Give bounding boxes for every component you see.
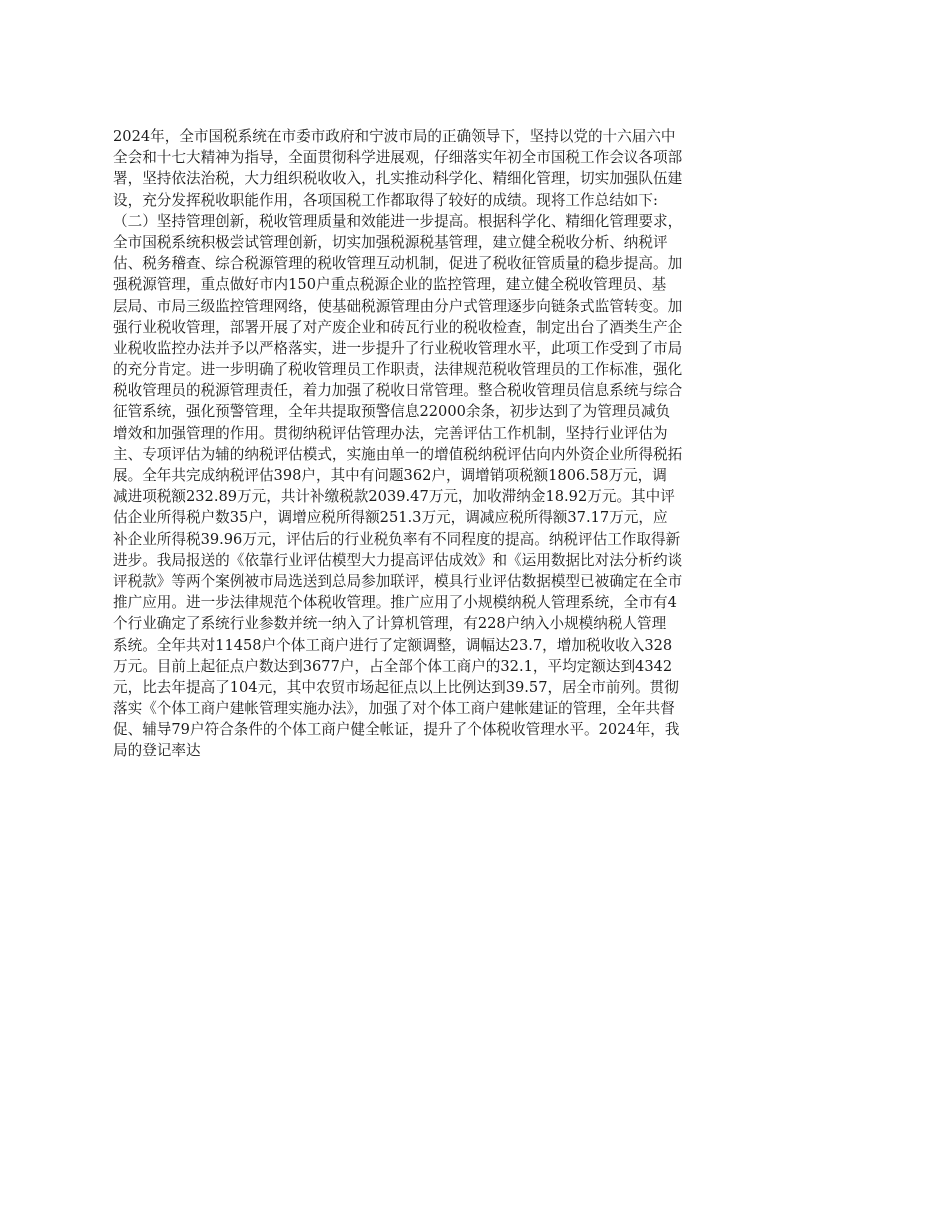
text-line: 评税款》等两个案例被市局选送到总局参加联评，模具行业评估数据模型已被确定在全市 <box>113 572 683 590</box>
text-line: 2024年，全市国税系统在市委市政府和宁波市局的正确领导下，坚持以党的十六届六中 <box>113 128 676 145</box>
text-line: 全市国税系统积极尝试管理创新，切实加强税源税基管理，建立健全税收分析、纳税评 <box>113 233 668 251</box>
text-line: 元，比去年提高了104元，其中农贸市场起征点以上比例达到39.57，居全市前列。贯彻 <box>113 678 679 696</box>
text-line: 增效和加强管理的作用。贯彻纳税评估管理办法，完善评估工作机制，坚持行业评估为 <box>113 424 668 442</box>
document-body <box>113 126 841 762</box>
text-line: 估、税务稽查、综合税源管理的税收管理互动机制，促进了税收征管质量的稳步提高。加 <box>113 255 683 273</box>
text-line: 设，充分发挥税收职能作用，各项国税工作都取得了较好的成绩。现将工作总结如下: <box>113 191 658 209</box>
text-line: 减进项税额232.89万元，共计补缴税款2039.47万元，加收滞纳金18.92万元。其中评 <box>113 488 675 506</box>
text-line: 展。全年共完成纳税评估398户，其中有问题362户，调增销项税额1806.58万元，调 <box>113 467 667 484</box>
text-line: 税收管理员的税源管理责任，着力加强了税收日常管理。整合税收管理员信息系统与综合 <box>113 382 683 400</box>
text-line: 全会和十七大精神为指导，全面贯彻科学进展观，仔细落实年初全市国税工作会议各项部 <box>113 149 683 167</box>
text-line: （二）坚持管理创新，税收管理质量和效能进一步提高。根据科学化、精细化管理要求， <box>113 212 683 230</box>
text-line: 局的登记率达 <box>113 742 201 760</box>
text-line: 落实《个体工商户建帐管理实施办法》，加强了对个体工商户建帐建证的管理，全年共督 <box>113 700 675 718</box>
text-line: 强行业税收管理，部署开展了对产废企业和砖瓦行业的税收检查，制定出台了酒类生产企 <box>113 318 683 336</box>
text-line: 业税收监控办法并予以严格落实，进一步提升了行业税收管理水平，此项工作受到了市局 <box>113 339 683 357</box>
text-line: 层局、市局三级监控管理网络，使基础税源管理由分户式管理逐步向链条式监管转变。加 <box>113 297 683 315</box>
text-line: 进步。我局报送的《依靠行业评估模型大力提高评估成效》和《运用数据比对法分析约谈 <box>113 551 683 569</box>
text-line: 推广应用。进一步法律规范个体税收管理。推广应用了小规模纳税人管理系统，全市有4 <box>113 594 677 612</box>
text-line: 促、辅导79户符合条件的个体工商户健全帐证，提升了个体税收管理水平。2024年，我 <box>113 721 680 739</box>
text-line: 估企业所得税户数35户，调增应税所得额251.3万元，调减应税所得额37.17万元，应 <box>113 509 668 527</box>
text-line: 万元。目前上起征点户数达到3677户，占全部个体工商户的32.1，平均定额达到4342 <box>113 657 673 675</box>
text-line: 的充分肯定。进一步明确了税收管理员工作职责，法律规范税收管理员的工作标准，强化 <box>113 361 683 379</box>
text-line: 个行业确定了系统行业参数并统一纳入了计算机管理，有228户纳入小规模纳税人管理 <box>113 615 667 633</box>
text-line: 强税源管理，重点做好市内150户重点税源企业的监控管理，建立健全税收管理员、基 <box>113 276 667 294</box>
text-line: 主、专项评估为辅的纳税评估模式，实施由单一的增值税纳税评估向内外资企业所得税拓 <box>113 445 683 463</box>
text-line: 补企业所得税39.96万元，评估后的行业税负率有不同程度的提高。纳税评估工作取得新 <box>113 530 681 548</box>
text-line: 署，坚持依法治税，大力组织税收收入，扎实推动科学化、精细化管理，切实加强队伍建 <box>113 170 683 188</box>
text-line: 征管系统，强化预警管理，全年共提取预警信息22000余条，初步达到了为管理员减负 <box>113 403 671 421</box>
text-line: 系统。全年共对11458户个体工商户进行了定额调整，调幅达23.7，增加税收收入328 <box>113 636 673 654</box>
